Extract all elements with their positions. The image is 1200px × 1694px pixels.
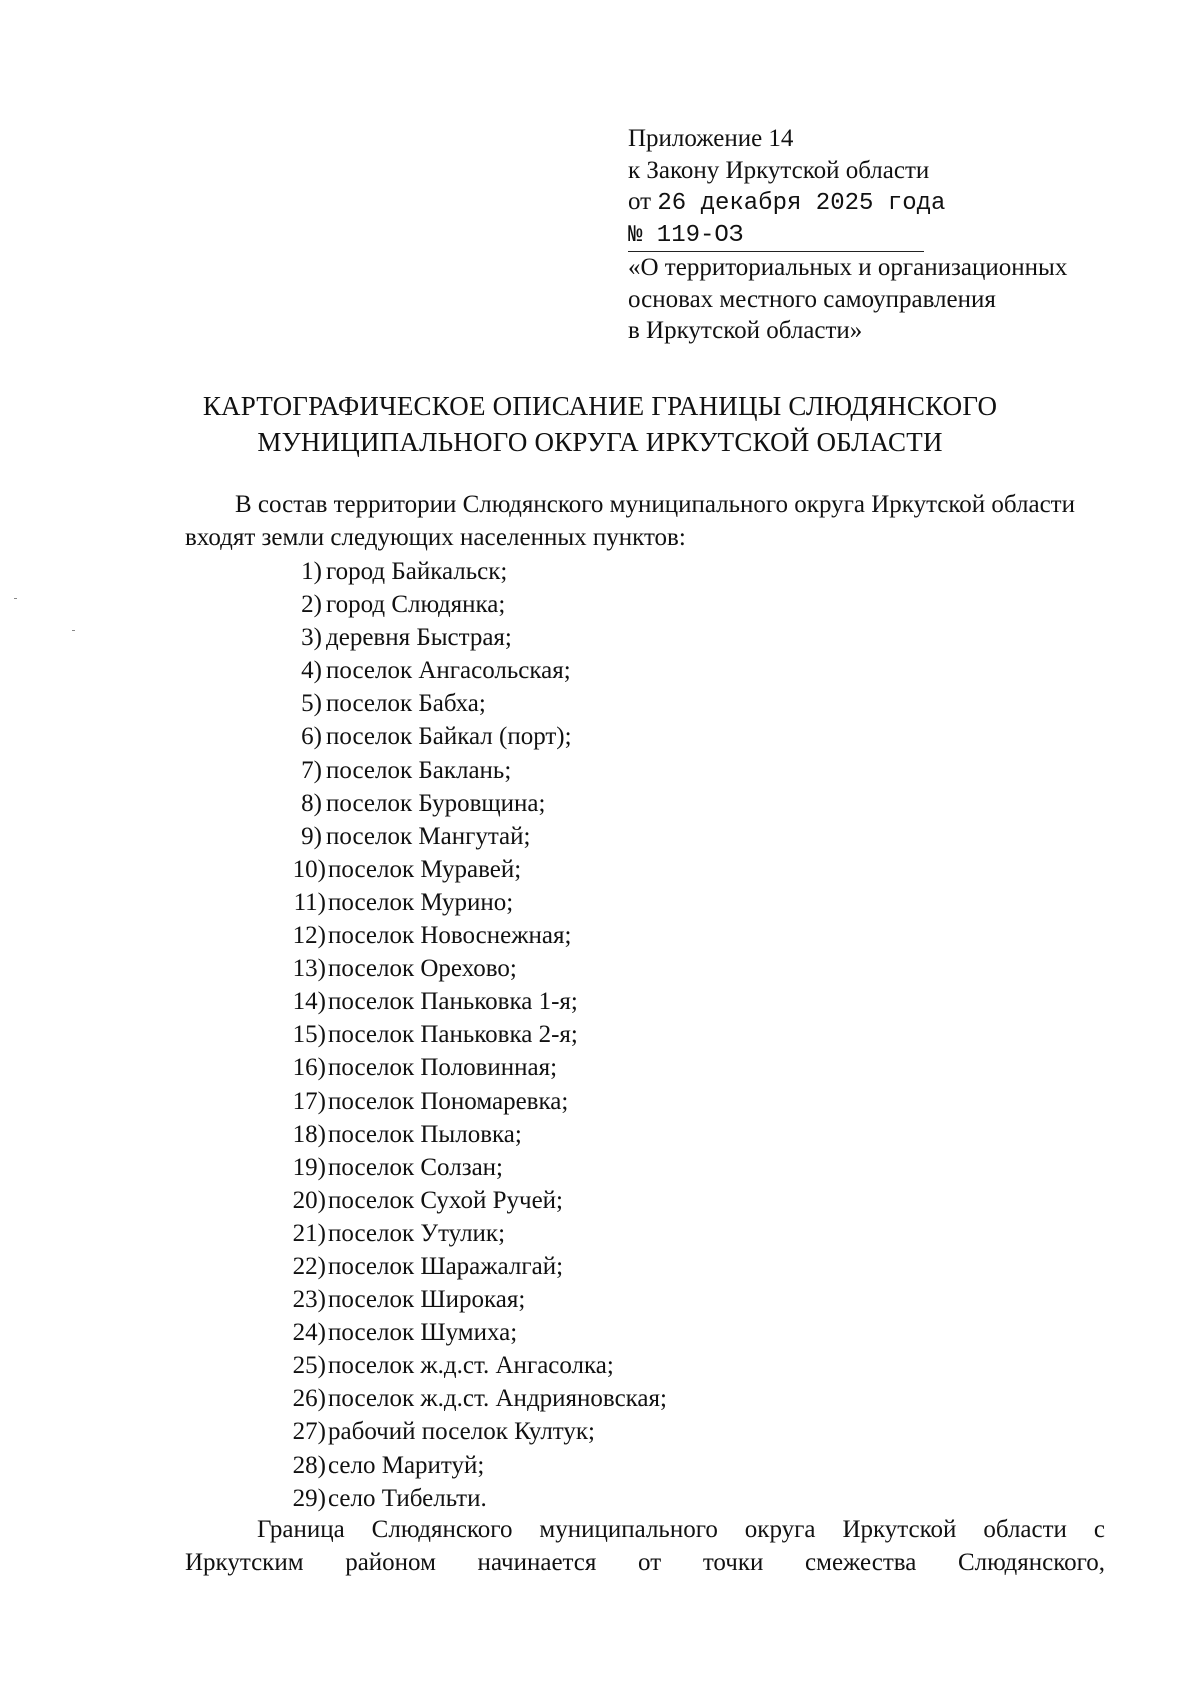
annex-law-number: № 119-ОЗ [628, 220, 924, 253]
settlement-item [283, 754, 667, 787]
settlement-name: поселок Бабха; [326, 690, 486, 718]
settlement-item [283, 1349, 667, 1382]
settlement-name: село Тибельти. [328, 1484, 487, 1512]
settlement-name: город Слюдянка; [326, 591, 506, 619]
settlement-item [283, 1118, 667, 1151]
settlement-name: поселок ж.д.ст. Андрияновская; [328, 1385, 667, 1413]
annex-date: 26 декабря 2025 года [657, 190, 946, 217]
settlement-number: 14) [292, 988, 326, 1016]
settlement-name: поселок Ангасольская; [326, 657, 571, 685]
settlement-item [283, 985, 667, 1018]
document-title-line-1: КАРТОГРАФИЧЕСКОЕ ОПИСАНИЕ ГРАНИЦЫ СЛЮДЯНСКОГО [202, 391, 998, 421]
annex-number: Приложение 14 [628, 125, 794, 152]
settlement-number: 11) [293, 888, 326, 916]
settlement-item [283, 1283, 667, 1316]
settlement-item [283, 952, 667, 985]
settlement-name: город Байкальск; [326, 558, 508, 585]
settlement-number: 27) [292, 1418, 326, 1446]
closing-paragraph [185, 1513, 1105, 1579]
scan-speck [72, 630, 75, 631]
settlement-name: поселок Сухой Ручей; [328, 1186, 563, 1214]
annex-law-title-2: основах местного самоуправления [628, 285, 996, 313]
intro-text: В состав территории Слюдянского муниципального округа Иркутской области входят земли следующих населенных пунктов: [185, 491, 1075, 551]
settlement-number: 24) [292, 1319, 326, 1347]
closing-line-2: Иркутским районом начинается от точки смежества Слюдянского, [185, 1549, 1105, 1576]
settlement-number: 17) [292, 1087, 326, 1115]
settlement-item [283, 1151, 667, 1184]
settlement-name: поселок Пономаревка; [328, 1087, 569, 1115]
settlement-number: 5) [301, 690, 322, 718]
settlement-item [283, 588, 667, 621]
settlement-number: 28) [292, 1451, 326, 1479]
annex-date-prefix: от [628, 188, 652, 215]
settlement-number: 13) [292, 955, 326, 983]
closing-line-1: Граница Слюдянского муниципального округа Иркутской области с [257, 1516, 1105, 1543]
settlement-item [283, 1217, 667, 1250]
settlement-item [283, 1085, 667, 1118]
settlement-item [283, 687, 667, 720]
settlement-item [283, 621, 667, 654]
settlement-item [283, 720, 667, 753]
settlement-name: поселок Паньковка 1-я; [328, 988, 578, 1016]
settlement-number: 26) [292, 1385, 326, 1413]
settlement-number: 16) [292, 1054, 326, 1082]
settlement-number: 6) [301, 723, 322, 751]
settlement-name: деревня Быстрая; [326, 624, 512, 652]
settlement-number: 18) [292, 1120, 326, 1148]
annex-header [628, 123, 1067, 347]
intro-paragraph [185, 488, 1105, 554]
settlement-item [283, 886, 667, 919]
settlement-name: поселок Широкая; [328, 1286, 526, 1314]
settlement-list [283, 555, 667, 1515]
settlement-name: рабочий поселок Култук; [328, 1418, 595, 1446]
settlement-number: 12) [292, 922, 326, 950]
settlement-name: поселок Паньковка 2-я; [328, 1021, 578, 1049]
settlement-name: село Маритуй; [328, 1451, 485, 1479]
settlement-number: 15) [292, 1021, 326, 1049]
settlement-number: 3) [301, 624, 322, 652]
settlement-item [283, 1018, 667, 1051]
settlement-name: поселок Буровщина; [326, 789, 546, 817]
settlement-item [283, 1051, 667, 1084]
annex-law-title-1: «О территориальных и организационных [628, 254, 1068, 281]
settlement-item [283, 1250, 667, 1283]
settlement-name: поселок Солзан; [328, 1153, 503, 1181]
settlement-name: поселок Новоснежная; [328, 922, 572, 950]
annex-number-line [628, 220, 1067, 253]
settlement-name: поселок Байкал (порт); [326, 723, 572, 751]
settlement-number: 21) [292, 1219, 326, 1247]
settlement-item [283, 1415, 667, 1448]
settlement-number: 2) [301, 591, 322, 619]
settlement-name: поселок Мангутай; [326, 822, 531, 850]
settlement-number: 4) [301, 657, 322, 685]
settlement-item [283, 1184, 667, 1217]
document-title-line-2: МУНИЦИПАЛЬНОГО ОКРУГА ИРКУТСКОЙ ОБЛАСТИ [257, 427, 943, 457]
settlement-item [283, 1449, 667, 1482]
settlement-number: 8) [301, 789, 322, 817]
settlement-number: 19) [292, 1153, 326, 1181]
settlement-name: поселок ж.д.ст. Ангасолка; [328, 1352, 614, 1380]
settlement-number: 20) [292, 1186, 326, 1214]
settlement-item [283, 555, 667, 588]
settlement-name: поселок Орехово; [328, 955, 517, 983]
settlement-item [283, 1382, 667, 1415]
settlement-name: поселок Мурино; [328, 888, 514, 916]
settlement-number: 1) [301, 558, 322, 585]
settlement-name: поселок Муравей; [328, 855, 522, 883]
settlement-number: 23) [292, 1286, 326, 1314]
annex-law-title-3: в Иркутской области» [628, 317, 863, 344]
annex-law-reference: к Закону Иркутской области [628, 156, 930, 184]
settlement-item [283, 787, 667, 820]
settlement-item [283, 820, 667, 853]
settlement-name: поселок Утулик; [328, 1219, 506, 1247]
settlement-number: 29) [292, 1484, 326, 1512]
settlement-name: поселок Пыловка; [328, 1120, 522, 1148]
settlement-number: 10) [292, 855, 326, 883]
settlement-name: поселок Шумиха; [328, 1319, 518, 1347]
settlement-number: 22) [292, 1252, 326, 1280]
annex-date-line [628, 186, 1067, 220]
settlement-item [283, 1316, 667, 1349]
settlement-item [283, 1482, 667, 1515]
scan-speck [14, 598, 17, 599]
settlement-number: 25) [292, 1352, 326, 1380]
settlement-number: 7) [301, 756, 322, 784]
settlement-item [283, 853, 667, 886]
settlement-name: поселок Шаражалгай; [328, 1252, 564, 1280]
settlement-item [283, 919, 667, 952]
settlement-item [283, 654, 667, 687]
settlement-number: 9) [301, 822, 322, 850]
document-title [0, 388, 1200, 460]
settlement-name: поселок Баклань; [326, 756, 512, 784]
settlement-name: поселок Половинная; [328, 1054, 558, 1082]
